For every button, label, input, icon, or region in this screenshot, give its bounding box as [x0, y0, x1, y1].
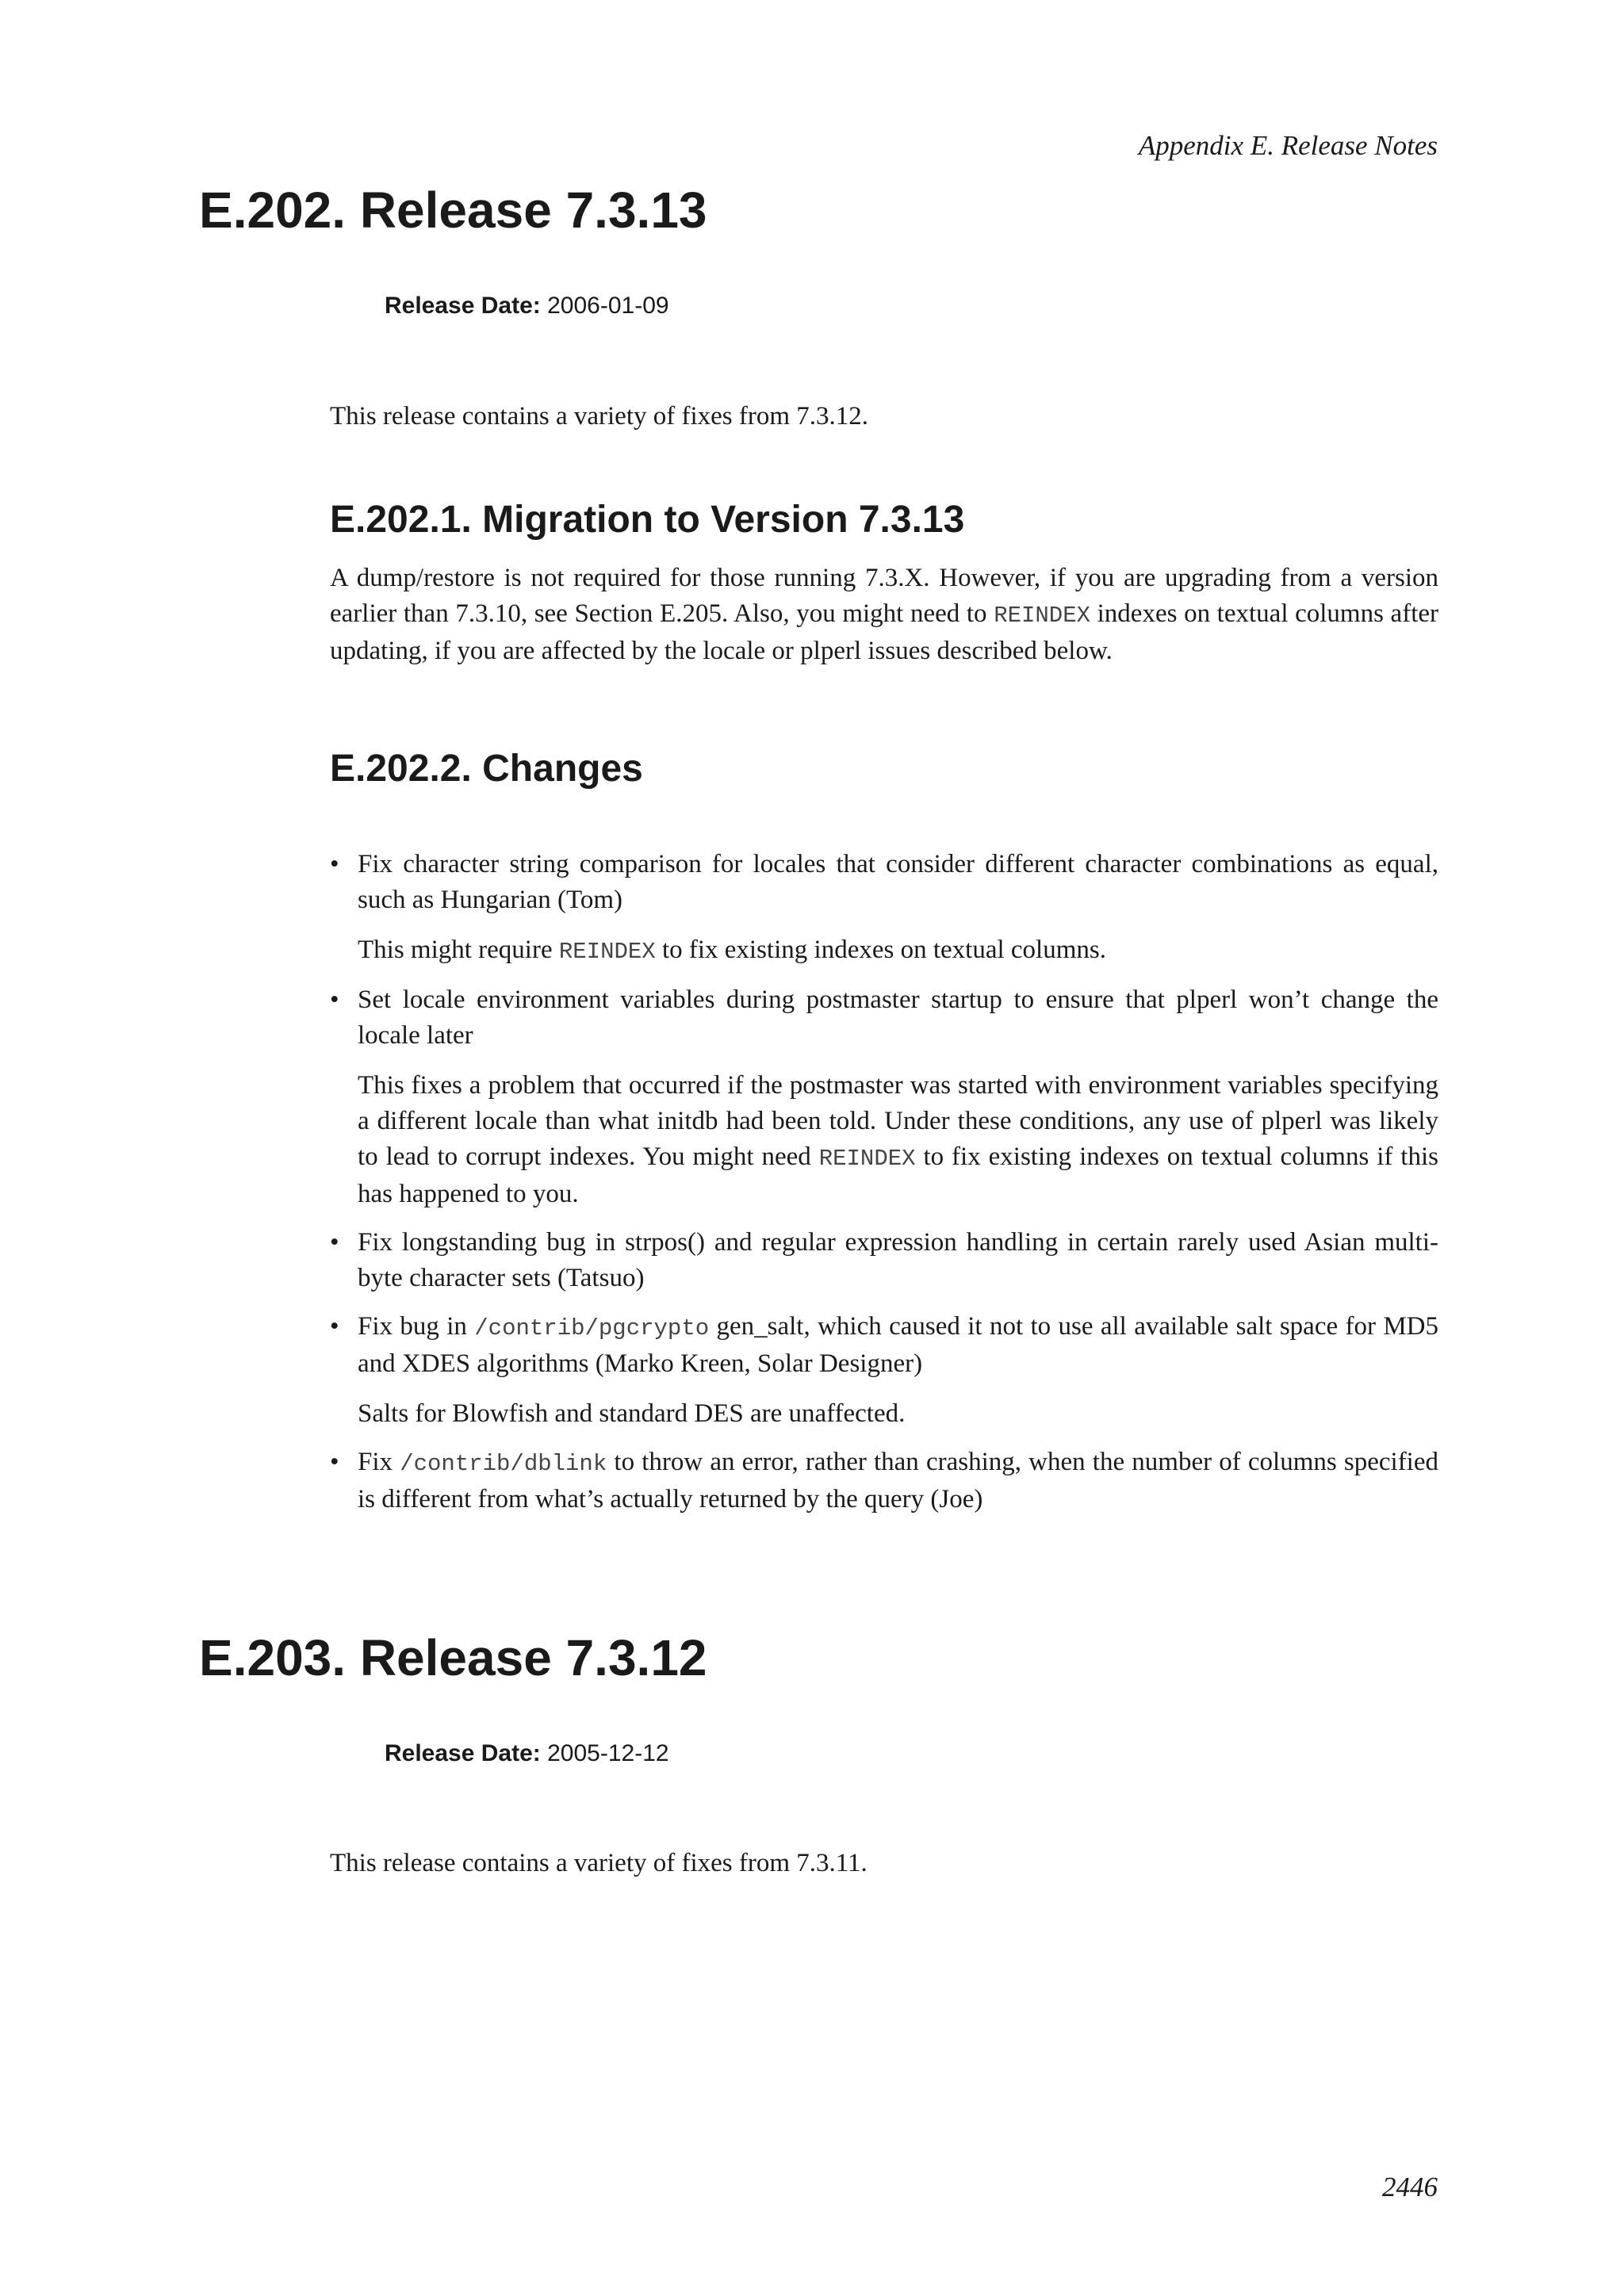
- list-item: [330, 1445, 1438, 1517]
- subsection-title-migration: E.202.1. Migration to Version 7.3.13: [330, 499, 965, 541]
- list-item: [330, 1225, 1438, 1296]
- release-date-value: 2005-12-12: [547, 1740, 669, 1766]
- release-date-value: 2006-01-09: [547, 293, 669, 319]
- bullet-icon: •: [330, 850, 339, 878]
- pgcrypto-path-code: /contrib/pgcrypto: [474, 1315, 710, 1341]
- section-title-e202: E.202. Release 7.3.13: [199, 182, 707, 239]
- bullet-icon: •: [330, 1312, 339, 1341]
- reindex-code: REINDEX: [994, 603, 1091, 629]
- note-text: This fixes a problem that occurred if the postmaster was started with environment variables specifying a different locale than what initdb had been told. Under these conditions, any use of plperl was likely to lead to corrupt indexes. You might need: [358, 1071, 1438, 1171]
- list-item: [330, 1309, 1438, 1432]
- reindex-code: REINDEX: [558, 939, 656, 965]
- subsection-title-changes: E.202.2. Changes: [330, 748, 643, 790]
- change-text: gen_salt, which caused it not to use all available salt space for MD5 and XDES algorithms (Marko Kreen, Solar Designer): [358, 1312, 1438, 1378]
- change-text: Fix bug in: [358, 1312, 475, 1341]
- section-title-e203: E.203. Release 7.3.12: [199, 1629, 707, 1686]
- dblink-path-code: /contrib/dblink: [400, 1451, 607, 1477]
- release-date-e203: [385, 1738, 669, 1770]
- release-date-label: Release Date:: [385, 293, 541, 319]
- change-note: [358, 1068, 1438, 1212]
- change-note: [358, 932, 1438, 970]
- change-text: to throw an error, rather than crashing, when the number of columns specified is different from what’s actually returned by the query (Joe): [358, 1448, 1438, 1513]
- change-description: [358, 1445, 1438, 1517]
- note-text: to fix existing indexes on textual columns if this has happened to you.: [358, 1142, 1438, 1208]
- reindex-code: REINDEX: [818, 1146, 916, 1172]
- page-number: 2446: [1382, 2172, 1438, 2202]
- bullet-icon: •: [330, 1448, 339, 1476]
- change-description: Set locale environment variables during postmaster startup to ensure that plperl won’t change the locale later: [358, 985, 1438, 1050]
- list-item: [330, 847, 1438, 970]
- change-description: Fix longstanding bug in strpos() and regular expression handling in certain rarely used Asian multi-byte character sets (Tatsuo): [358, 1228, 1438, 1292]
- running-header: Appendix E. Release Notes: [1138, 130, 1438, 161]
- change-text: Fix: [358, 1448, 400, 1476]
- note-text: This might require: [358, 936, 559, 964]
- release-intro-e203: This release contains a variety of fixes from 7.3.11.: [330, 1849, 868, 1877]
- release-date-e202: [385, 290, 669, 322]
- migration-paragraph: [330, 561, 1438, 669]
- migration-text-after: indexes on textual columns after updating, if you are affected by the locale or plperl issues described below.: [330, 599, 1438, 665]
- list-item: [330, 982, 1438, 1212]
- bullet-icon: •: [330, 1228, 339, 1257]
- migration-text-before: A dump/restore is not required for those running 7.3.X. However, if you are upgrading from a version earlier than 7.3.10, see Section E.205. Also, you might need to: [330, 564, 1438, 628]
- release-date-label: Release Date:: [385, 1740, 541, 1766]
- release-intro-e202: This release contains a variety of fixes from 7.3.12.: [330, 402, 869, 430]
- changes-list: [330, 847, 1438, 1530]
- bullet-icon: •: [330, 985, 339, 1014]
- note-text: to fix existing indexes on textual columns.: [655, 936, 1106, 964]
- change-description: [358, 1309, 1438, 1382]
- change-description: Fix character string comparison for locales that consider different character combinations as equal, such as Hungarian (Tom): [358, 850, 1438, 914]
- change-note: Salts for Blowfish and standard DES are unaffected.: [358, 1399, 906, 1428]
